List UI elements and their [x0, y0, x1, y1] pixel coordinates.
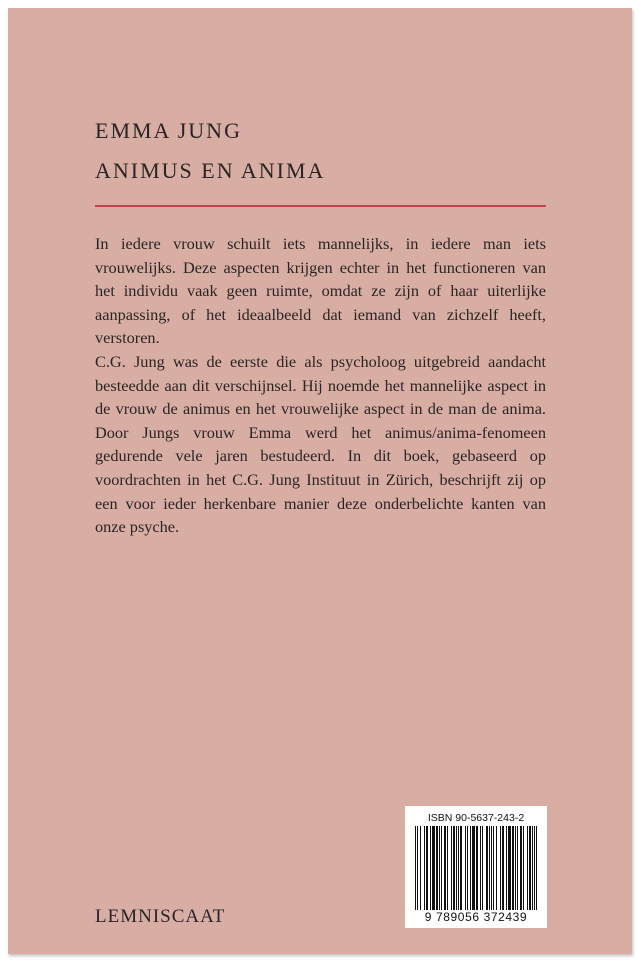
barcode-panel [405, 806, 547, 928]
isbn-label: ISBN 90-5637-243-2 [427, 812, 525, 824]
book-back-cover [8, 8, 632, 954]
divider-rule [95, 205, 546, 207]
barcode-icon [415, 826, 537, 910]
blurb-paragraph: C.G. Jung was de eerste die als psycholoog uitgebreid aandacht besteedde aan dit verschijnsel. Hij noemde het mannelijke aspect in de vrouw de animus en het vrouwelijke aspect in de man de anima. Door Jungs vrouw Emma werd het animus/anima-fenomeen gedurende vele jaren bestudeerd. In dit boek, gebaseerd op voordrachten in het C.G. Jung Instituut in Zürich, beschrijft zij op een voor ieder herkenbare manier deze onderbelichte kanten van onze psyche. [95, 351, 546, 537]
publisher-name: LEMNISCAAT [95, 906, 226, 927]
blurb-paragraph: In iedere vrouw schuilt iets mannelijks, in iedere man iets vrouwelijks. Deze aspecten krijgen echter in het functioneren van het individu vaak geen ruimte, omdat ze zijn of haar uiterlijke aanpassing, of het ideaalbeeld dat iemand van zichzelf heeft, verstoren. [95, 234, 546, 348]
blurb-text [95, 232, 546, 539]
ean-number: 9 789056 372439 [424, 910, 528, 924]
author-name: EMMA JUNG [95, 118, 242, 143]
book-title: ANIMUS EN ANIMA [95, 158, 326, 183]
